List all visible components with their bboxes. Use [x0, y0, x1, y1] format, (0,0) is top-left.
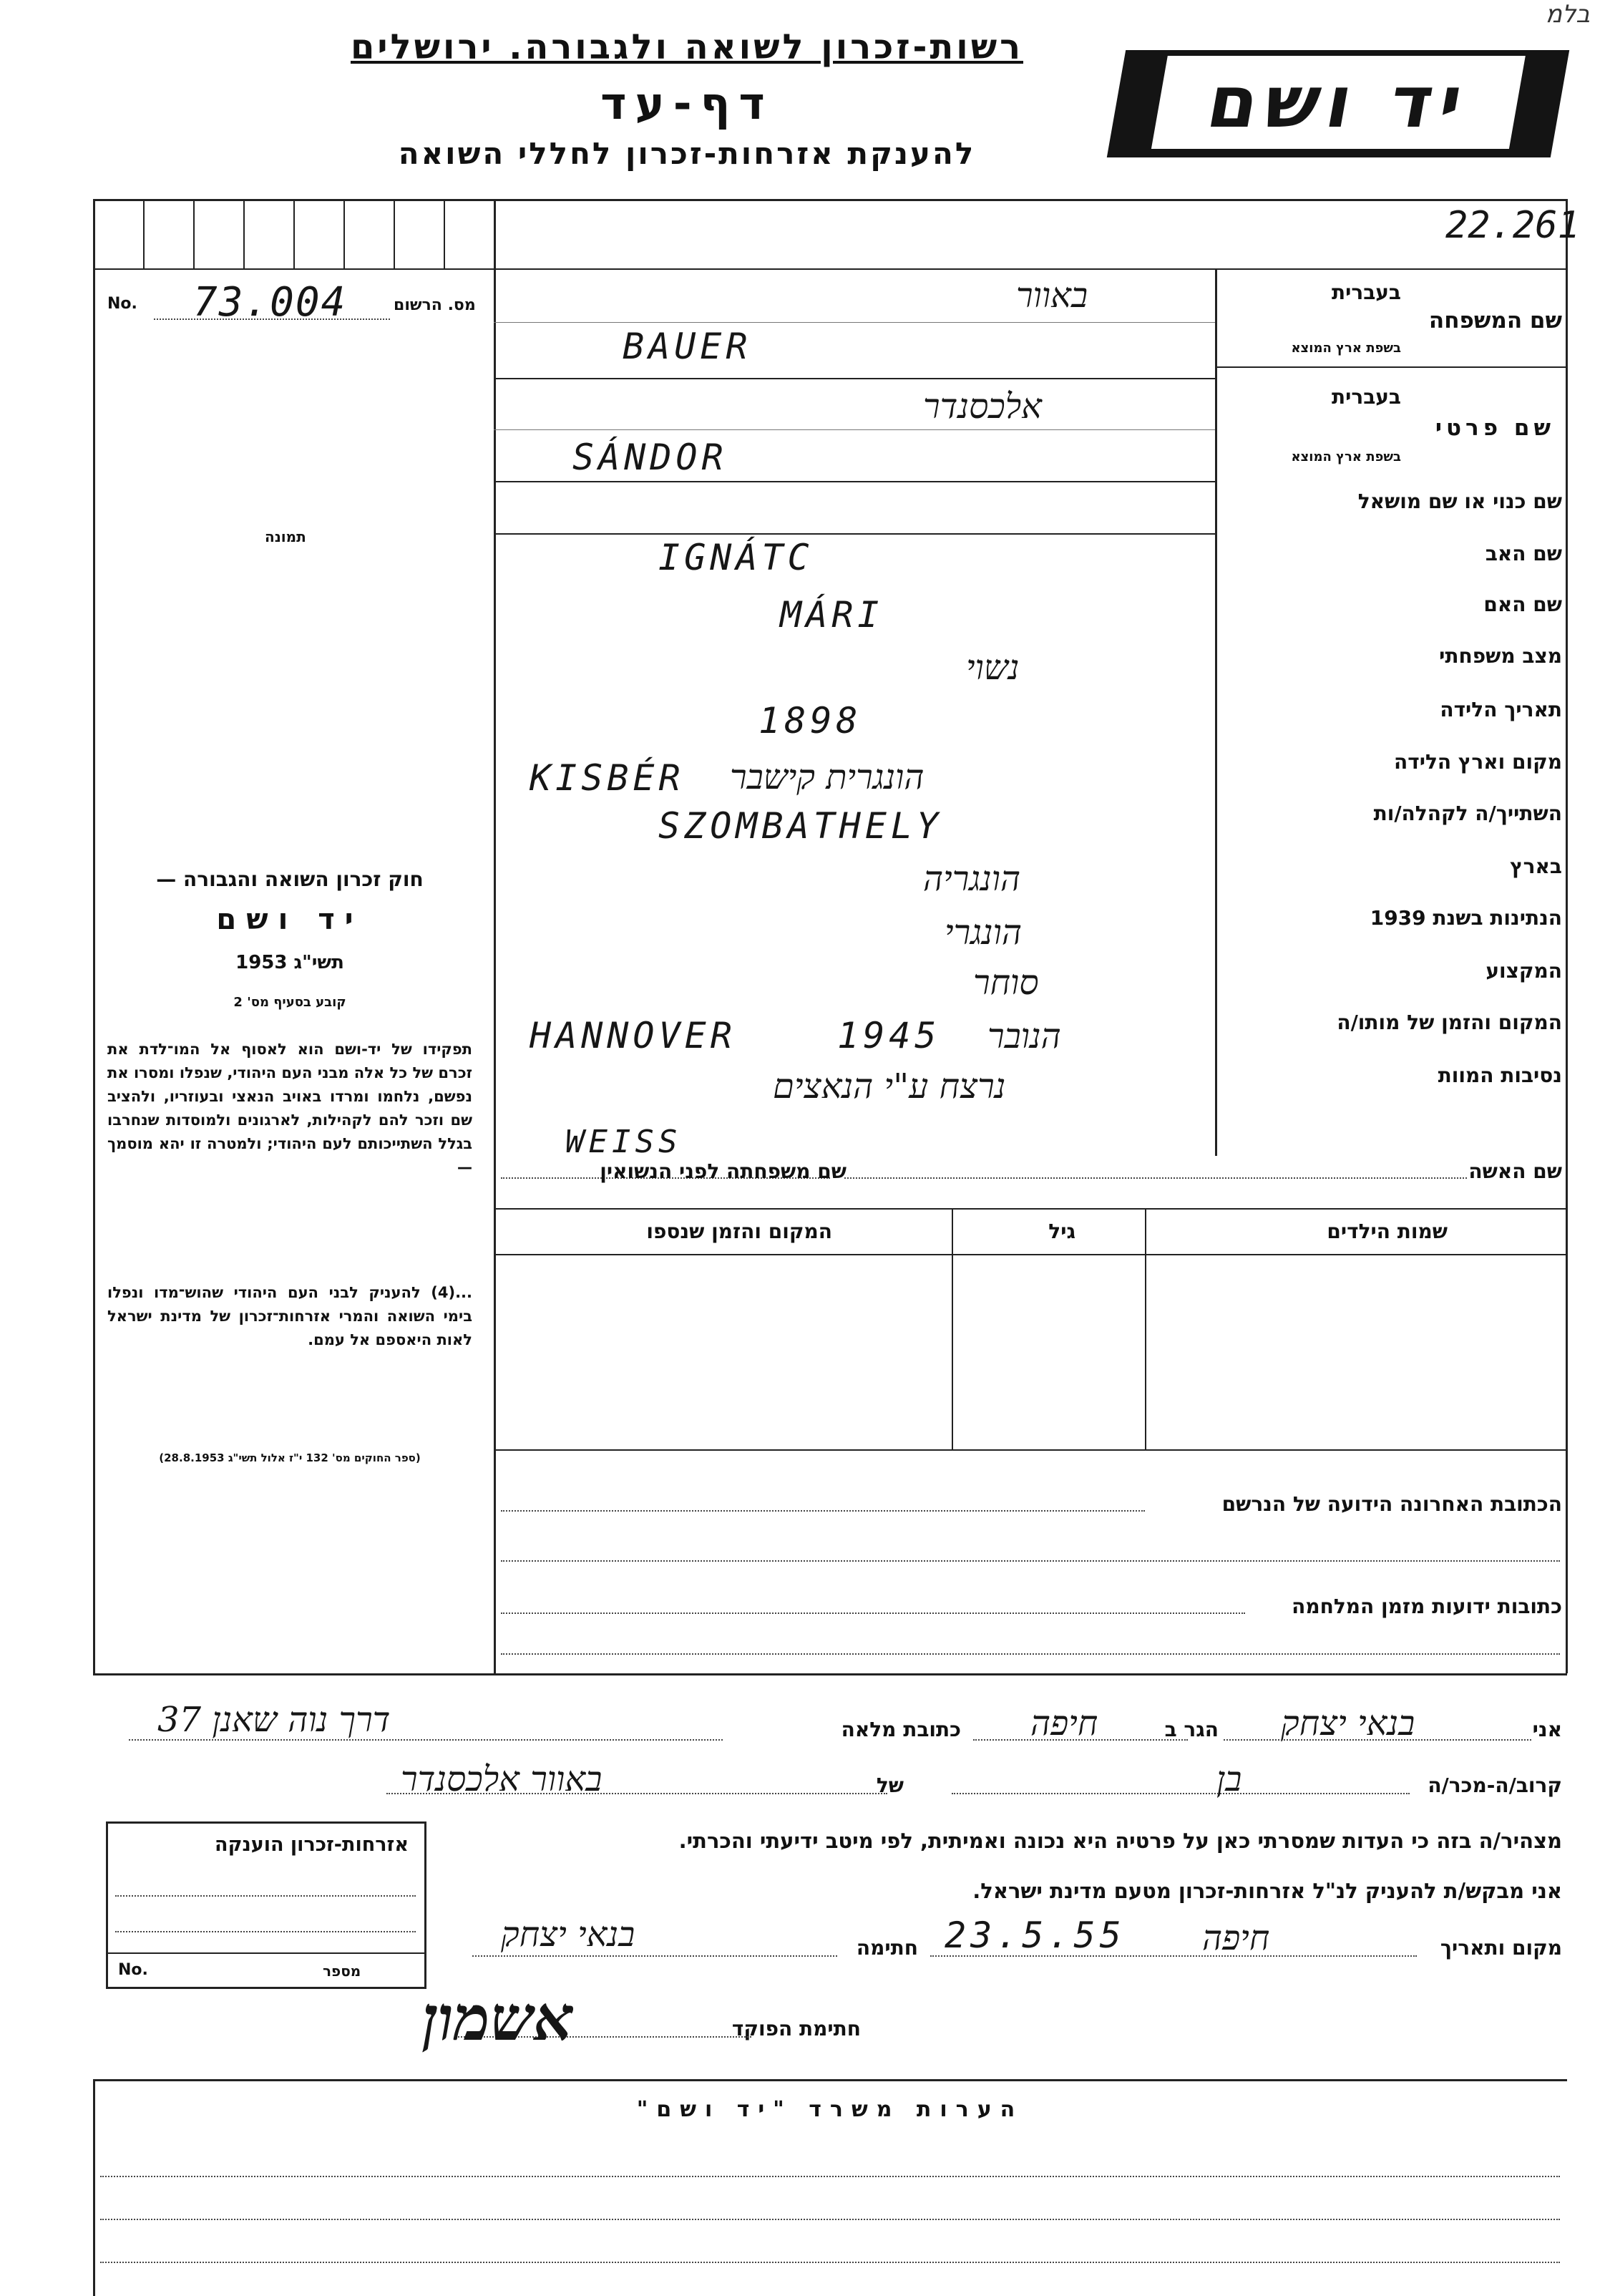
form-subtitle: להענקת אזרחות-זכרון לחללי השואה — [398, 136, 976, 171]
certificate-number-label: מספר — [323, 1962, 361, 1980]
request-text: אני מבקש/ת להעניק לנ"ל אזרחות-זכרון מטעם מדינת ישראל. — [972, 1879, 1562, 1903]
last-address-label: הכתובת האחרונה הידועה של הנרשם — [1221, 1492, 1562, 1516]
signature-label: חתימה — [856, 1936, 918, 1960]
resides-label: הגר ב — [1164, 1718, 1219, 1741]
witness-address: דרך נוה שאנן 37 — [157, 1700, 391, 1740]
father-label: שם האב — [1485, 542, 1562, 565]
logo-text: יד ושם — [1151, 56, 1526, 149]
family-name-label: שם המשפחה — [1428, 308, 1562, 334]
law-footnote: (ספר החוקים מס' 132 י"ז אלול תשי"ג 28.8.1953) — [159, 1451, 421, 1464]
first-name-hebrew: אלכסנדר — [923, 386, 1042, 427]
first-name-label: שם פרטי — [1435, 415, 1555, 441]
in-origin-lang-label: בשפת ארץ המוצא — [1291, 341, 1401, 356]
country-label: בארץ — [1510, 855, 1562, 878]
children-names-header: שמות הילדים — [1327, 1220, 1448, 1243]
birth-date-value: 1898 — [758, 700, 862, 741]
death-label: המקום והזמן של מותו/ה — [1337, 1011, 1562, 1034]
authority-title: רשות-זכרון לשואה ולגבורה. ירושלים — [350, 27, 1024, 67]
birth-place-hebrew: הונגרית קישבר — [730, 757, 925, 797]
sign-date: 23.5.55 — [945, 1915, 1126, 1956]
law-clause: קובע בסעיף מס' 2 — [233, 995, 346, 1010]
officer-signature-label: חתימת הפוקד — [731, 2017, 861, 2040]
full-address-label: כתובת מלאה — [841, 1718, 961, 1741]
place-date-label: מקום ותאריך — [1440, 1936, 1562, 1960]
mother-value: MÁRI — [780, 594, 884, 636]
of-label: של — [876, 1774, 904, 1797]
form-title: דף-עד — [600, 77, 774, 130]
birth-date-label: תאריך הלידה — [1440, 698, 1562, 721]
profession-value: סוחר — [973, 963, 1039, 1003]
maiden-name-label: שם משפחתה לפני הנשואין — [600, 1159, 847, 1183]
top-corner-mark: בלמ — [1546, 0, 1591, 29]
children-place-header: המקום והזמן שנספו — [646, 1220, 832, 1243]
nickname-label: שם כנוי או שם מושאל — [1357, 490, 1562, 513]
children-age-header: גיל — [1048, 1220, 1075, 1243]
i-label: אני — [1532, 1718, 1562, 1741]
community-label: השתייך/ה לקהלה/ות — [1373, 802, 1562, 825]
death-year: 1945 — [837, 1015, 941, 1056]
remarks-label: הערות משרד "יד ושם" — [636, 2097, 1024, 2122]
law-text: תפקידו של יד-ושם הוא לאסוף אל המו־לדת את זכרם של כל אלה מבני העם היהודי, שנפלו ומסרו את נפשם, נלחמו ומרדו באויב הנאצי ובעוזריו, ולהציב שם וזכר להם לקהילות, לארגונים ולמוסדות שנחרבו בגלל השתייכותם לעם היהודי; ולמטרה זו יהא מוסמך — — [107, 1041, 472, 1176]
in-origin-lang-label-2: בשפת ארץ המוצא — [1291, 449, 1401, 464]
profession-label: המקצוע — [1486, 959, 1562, 983]
relation-label: קרוב/ה-מכר/ה — [1428, 1774, 1562, 1797]
witness-name: בנאי יצחק — [1281, 1703, 1415, 1743]
death-hebrew: הנובר — [987, 1016, 1061, 1056]
death-city: HANNOVER — [530, 1015, 736, 1056]
declaration-text: מצהיר/ה בזה כי העדות שמסרתי כאן על פרטיה היא נכונה ואמיתית, לפי מיטב ידיעתי והכרתי. — [678, 1829, 1562, 1853]
wife-label: שם האשה — [1468, 1159, 1562, 1183]
birth-place-latin: KISBÉR — [530, 757, 685, 799]
certificate-box — [106, 1821, 426, 1989]
sign-place: חיפה — [1202, 1918, 1270, 1958]
wife-value: WEISS — [565, 1124, 682, 1160]
registration-no-label: No. — [107, 295, 137, 313]
witness-signature: בנאי יצחק — [501, 1915, 635, 1955]
witness-city: חיפה — [1030, 1703, 1098, 1743]
registration-label: מס. הרשום — [394, 296, 476, 314]
law-name: יד ושם — [216, 903, 364, 936]
marital-label: מצב משפחתי — [1439, 644, 1562, 668]
law-year: תשי"ג 1953 — [235, 952, 344, 973]
officer-signature: אשמון — [422, 1983, 574, 2055]
war-addresses-label: כתובות ידועות מזמן המלחמה — [1292, 1595, 1562, 1618]
mother-label: שם האם — [1483, 593, 1562, 616]
citizenship-label: הנתינות בשנת 1939 — [1370, 906, 1562, 930]
registration-number: 73.004 — [193, 279, 347, 326]
photo-label: תמונה — [265, 528, 306, 545]
file-number: 22.261 — [1445, 204, 1580, 247]
of-value: באוור אלכסנדר — [401, 1759, 603, 1799]
marital-value: נשוי — [966, 648, 1020, 688]
circumstances-value: נרצח ע"י הנאצים — [773, 1066, 1006, 1106]
community-value: SZOMBATHELY — [658, 805, 943, 847]
law-title: חוק זכרון השואה והגבורה — — [156, 867, 424, 891]
birth-place-label: מקום וארץ הלידה — [1394, 750, 1562, 774]
circumstances-label: נסיבות המוות — [1438, 1064, 1562, 1087]
certificate-title: אזרחות-זכרון הוענקה — [215, 1834, 409, 1856]
family-name-origin: BAUER — [623, 326, 752, 367]
father-value: IGNÁTC — [658, 537, 814, 578]
first-name-origin: SÁNDOR — [572, 437, 728, 478]
in-hebrew-label: בעברית — [1331, 281, 1401, 304]
in-hebrew-label-2: בעברית — [1331, 385, 1401, 409]
yad-vashem-logo — [1107, 50, 1569, 157]
law-text-2: ...(4) להעניק לבני העם היהודי שהוש־מדו ונפלו בימי השואה והמרי אזרחות־זכרון של מדינת ישראל לאות היאספם אל עמם. — [107, 1284, 472, 1348]
country-value: הונגריה — [923, 859, 1021, 899]
family-name-hebrew: באוור — [1016, 276, 1088, 316]
citizenship-value: הונגרי — [945, 913, 1023, 953]
certificate-no-label: No. — [118, 1961, 148, 1979]
relation-value: בן — [1216, 1759, 1242, 1799]
